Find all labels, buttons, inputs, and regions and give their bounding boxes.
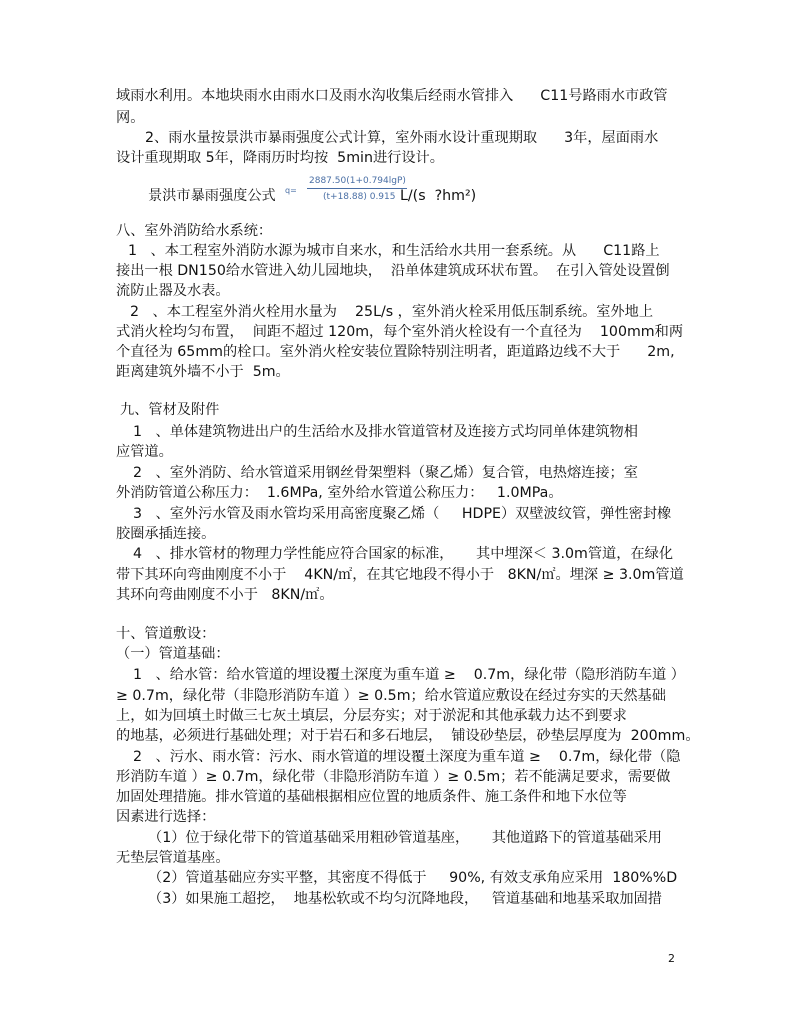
text-line: 网。 <box>116 110 145 126</box>
text-line: 2 、本工程室外消火栓用水量为 25L/s ，室外消火栓采用低压制系统。室外地上 <box>130 304 654 320</box>
text-line: 个直径为 65mm的栓口。室外消火栓安装位置除特别注明者，距道路边线不大于 2m, <box>116 344 675 360</box>
formula-unit: L/(s ?hm²) <box>400 188 477 204</box>
text-line: 域雨水利用。本地块雨水由雨水口及雨水沟收集后经雨水管排入 C11号路雨水市政管 <box>116 88 668 104</box>
text-line: 形消防车道 ）≥ 0.7m，绿化带（非隐形消防车道 ）≥ 0.5m；若不能满足要求，需要做 <box>116 769 671 785</box>
text-line: 1 、给水管：给水管道的埋设覆土深度为重车道 ≥ 0.7m，绿化带（隐形消防车道 ） <box>133 667 685 683</box>
text-line: 式消火栓均匀布置， 间距不超过 120m，每个室外消火栓设有一个直径为 100mm和两 <box>116 324 684 340</box>
text-line: 其环向弯曲刚度不小于 8KN/㎡。 <box>116 587 334 603</box>
text-line: 因素进行选择： <box>116 809 216 825</box>
text-line: 上，如为回填土时做三七灰土填层，分层夯实；对于淤泥和其他承载力达不到要求 <box>116 708 627 724</box>
text-line: 2 、室外消防、给水管道采用钢丝骨架塑料（聚乙烯）复合管，电热熔连接；室 <box>133 465 638 481</box>
text-line: 设计重现期取 5年，降雨历时均按 5min进行设计。 <box>116 150 444 166</box>
formula-numerator: 2887.50(1+0.794lgP) <box>309 176 406 186</box>
text-line: （3）如果施工超挖， 地基松软或不均匀沉降地段， 管道基础和地基采取加固措 <box>148 891 662 907</box>
text-line: ≥ 0.7m，绿化带（非隐形消防车道 ）≥ 0.5m；给水管道应敷设在经过夯实的天然基础 <box>116 688 666 704</box>
formula-denominator: (t+18.88) 0.915 <box>323 192 396 202</box>
text-line: 带下其环向弯曲刚度不小于 4KN/㎡，在其它地段不得小于 8KN/㎡。埋深 ≥ 3.0m管道 <box>116 567 684 583</box>
text-line: 2 、污水、雨水管：污水、雨水管道的埋设覆土深度为重车道 ≥ 0.7m，绿化带（隐 <box>133 749 681 765</box>
text-line: 胶圈承插连接。 <box>116 526 216 542</box>
text-line: 的地基，必须进行基础处理；对于岩石和多石地层， 铺设砂垫层，砂垫层厚度为 200mm。 <box>116 728 700 744</box>
text-line: （2）管道基础应夯实平整，其密度不得低于 90%, 有效支承角应采用 180%%D <box>148 870 678 886</box>
text-line: 加固处理措施。排水管道的基础根据相应位置的地质条件、施工条件和地下水位等 <box>116 789 627 805</box>
text-line: 八、室外消防给水系统： <box>116 223 273 239</box>
text-line: 1 、本工程室外消防水源为城市自来水，和生活给水共用一套系统。从 C11路上 <box>128 243 660 259</box>
text-line: （1）位于绿化带下的管道基础采用粗砂管道基座， 其他道路下的管道基础采用 <box>148 830 662 846</box>
text-line: 2、雨水量按景洪市暴雨强度公式计算，室外雨水设计重现期取 3年，屋面雨水 <box>145 130 659 146</box>
text-line: 流防止器及水表。 <box>116 283 230 299</box>
text-line: 应管道。 <box>116 444 173 460</box>
text-line: 十、管道敷设： <box>116 626 216 642</box>
text-line: 接出一根 DN150给水管进入幼儿园地块， 沿单体建筑成环状布置。 在引入管处设置倒 <box>116 263 670 279</box>
text-line: 无垫层管道基座。 <box>116 850 230 866</box>
formula-q: q= <box>285 186 297 195</box>
text-line: 1 、单体建筑物进出户的生活给水及排水管道管材及连接方式均同单体建筑物相 <box>133 424 638 440</box>
text-line: （一）管道基础： <box>116 646 230 662</box>
formula-fraction-bar <box>307 188 407 189</box>
text-line: 九、管材及附件 <box>120 402 220 418</box>
text-line: 3 、室外污水管及雨水管均采用高密度聚乙烯（ HDPE）双壁波纹管，弹性密封橡 <box>133 506 672 522</box>
text-line: 4 、排水管材的物理力学性能应符合国家的标准， 其中埋深＜ 3.0m管道，在绿化 <box>133 546 674 562</box>
page-number: 2 <box>668 952 675 965</box>
text-line: 外消防管道公称压力： 1.6MPa, 室外给水管道公称压力： 1.0MPa。 <box>116 485 563 501</box>
formula-label: 景洪市暴雨强度公式 <box>148 188 276 204</box>
rain-intensity-formula <box>285 176 406 236</box>
text-line: 距离建筑外墙不小于 5m。 <box>116 364 290 380</box>
